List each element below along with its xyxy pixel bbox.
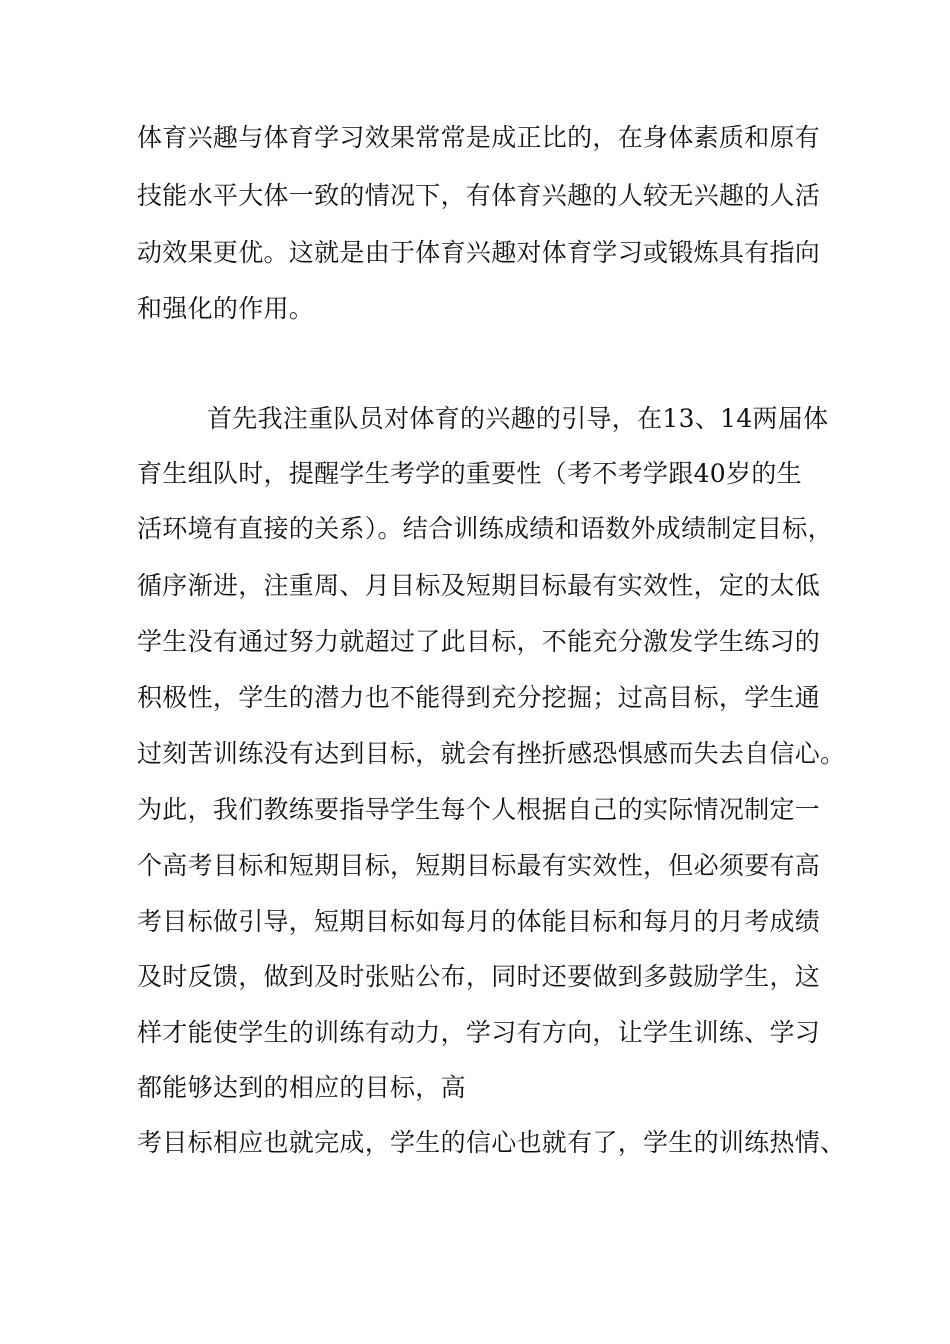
- paragraph-3-line-1: 考目标相应也就完成，学生的信心也就有了，学生的训练热情、: [137, 1128, 846, 1157]
- paragraph-2-line-4: 循序渐进，注重周、月目标及短期目标最有实效性，定的太低: [137, 571, 821, 600]
- paragraph-1-line-4: 和强化的作用。: [137, 294, 315, 323]
- paragraph-1-line-2: 技能水平大体一致的情况下，有体育兴趣的人较无兴趣的人活: [137, 181, 821, 210]
- paragraph-2-line-7: 过刻苦训练没有达到目标，就会有挫折感恐惧感而失去自信心。: [137, 739, 846, 768]
- paragraph-2-line-11: 及时反馈，做到及时张贴公布，同时还要做到多鼓励学生，这: [137, 962, 821, 991]
- paragraph-2-line-1: 首先我注重队员对体育的兴趣的引导，在13、14两届体: [207, 404, 829, 433]
- paragraph-2-line-13: 都能够达到的相应的目标，高: [137, 1073, 466, 1102]
- paragraph-2-line-12: 样才能使学生的训练有动力，学习有方向，让学生训练、学习: [137, 1018, 821, 1047]
- paragraph-2-line-9: 个高考目标和短期目标，短期目标最有实效性，但必须要有高: [137, 851, 821, 880]
- paragraph-2-line-8: 为此，我们教练要指导学生每个人根据自己的实际情况制定一: [137, 795, 821, 824]
- paragraph-2-line-6: 积极性，学生的潜力也不能得到充分挖掘；过高目标，学生通: [137, 683, 821, 712]
- paragraph-2-line-2: 育生组队时，提醒学生考学的重要性（考不考学跟40岁的生: [137, 459, 802, 488]
- paragraph-1-line-1: 体育兴趣与体育学习效果常常是成正比的，在身体素质和原有: [137, 123, 821, 152]
- paragraph-2-line-5: 学生没有通过努力就超过了此目标，不能充分激发学生练习的: [137, 627, 821, 656]
- paragraph-2-line-3: 活环境有直接的关系）。结合训练成绩和语数外成绩制定目标，: [137, 514, 833, 543]
- paragraph-2-line-10: 考目标做引导，短期目标如每月的体能目标和每月的月考成绩: [137, 907, 821, 936]
- paragraph-1-line-3: 动效果更优。这就是由于体育兴趣对体育学习或锻炼具有指向: [137, 238, 821, 267]
